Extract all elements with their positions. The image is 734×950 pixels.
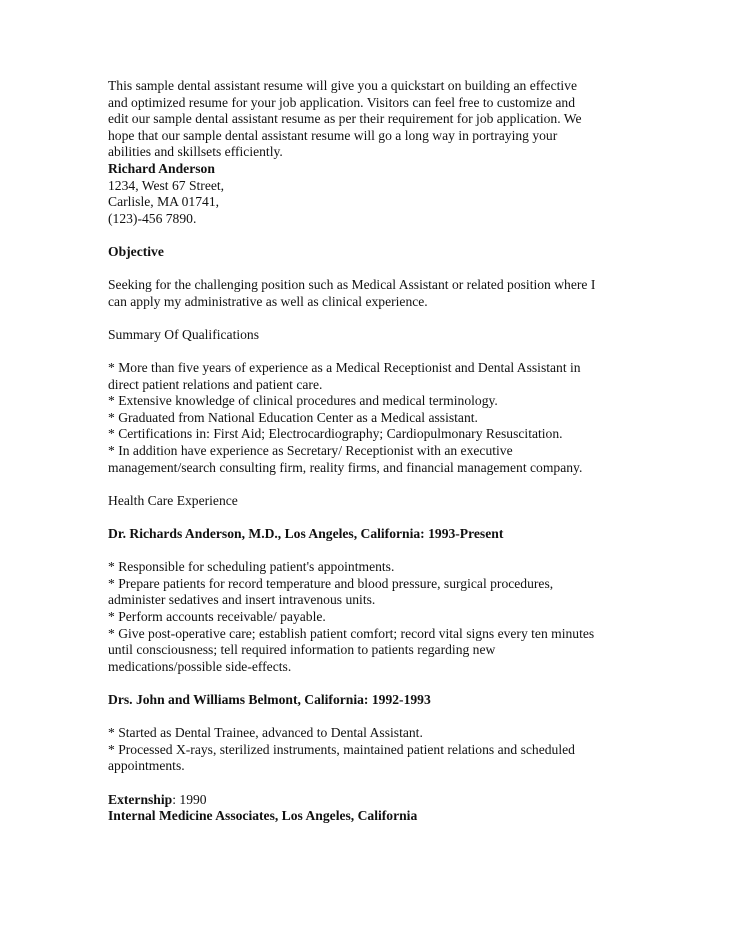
intro-line: This sample dental assistant resume will give you a quickstart on building an effective: [108, 78, 577, 93]
qualification-line: * Graduated from National Education Center as a Medical assistant.: [108, 409, 478, 425]
qualification-line: * More than five years of experience as a Medical Receptionist and Dental Assistant in: [108, 360, 581, 376]
externship-label: Externship: [108, 791, 173, 807]
address-line-1: 1234, West 67 Street,: [108, 177, 225, 193]
candidate-name: Richard Anderson: [108, 160, 215, 176]
qualifications-heading: Summary Of Qualifications: [108, 326, 260, 342]
qualifications-list: [108, 360, 638, 476]
objective-heading: Objective: [108, 243, 164, 259]
duty-line: * Give post-operative care; establish patient comfort; record vital signs every ten minutes: [108, 625, 595, 641]
objective-line: Seeking for the challenging position such as Medical Assistant or related position where I: [108, 277, 596, 293]
duty-line: medications/possible side-effects.: [108, 658, 292, 674]
qualification-line: * Extensive knowledge of clinical procedures and medical terminology.: [108, 393, 498, 409]
job-1-duties: [108, 559, 638, 675]
duty-line: * Responsible for scheduling patient's appointments.: [108, 559, 395, 575]
intro-line: edit our sample dental assistant resume as per their requirement for job application. We: [108, 111, 582, 127]
job-2-duties: [108, 725, 638, 775]
job-title-2: Drs. John and Williams Belmont, California: 1992-1993: [108, 691, 431, 707]
externship-year: : 1990: [172, 791, 207, 807]
qualification-line: direct patient relations and patient care.: [108, 376, 323, 392]
contact-block: [108, 161, 638, 227]
intro-line: abilities and skillsets efficiently.: [108, 144, 283, 160]
phone-number: (123)-456 7890.: [108, 210, 197, 226]
intro-line: hope that our sample dental assistant resume will go a long way in portraying your: [108, 127, 558, 143]
duty-line: appointments.: [108, 758, 185, 774]
duty-line: until consciousness; tell required information to patients regarding new: [108, 642, 496, 658]
intro-paragraph: [108, 78, 638, 161]
intro-line: and optimized resume for your job application. Visitors can feel free to customize and: [108, 94, 576, 110]
address-line-2: Carlisle, MA 01741,: [108, 194, 220, 210]
externship-line: [108, 792, 638, 809]
objective-line: can apply my administrative as well as clinical experience.: [108, 293, 428, 309]
objective-text: [108, 277, 638, 310]
externship-org: Internal Medicine Associates, Los Angeles, California: [108, 808, 418, 824]
duty-line: * Processed X-rays, sterilized instruments, maintained patient relations and scheduled: [108, 741, 575, 757]
job-title-1: Dr. Richards Anderson, M.D., Los Angeles, California: 1993-Present: [108, 526, 504, 542]
duty-line: * Perform accounts receivable/ payable.: [108, 609, 326, 624]
qualification-line: * In addition have experience as Secretary/ Receptionist with an executive: [108, 443, 513, 459]
experience-heading: Health Care Experience: [108, 492, 238, 508]
qualification-line: management/search consulting firm, reality firms, and financial management company.: [108, 459, 583, 475]
duty-line: administer sedatives and insert intravenous units.: [108, 592, 376, 608]
resume-content: [108, 78, 638, 825]
duty-line: * Started as Dental Trainee, advanced to Dental Assistant.: [108, 725, 423, 741]
qualification-line: * Certifications in: First Aid; Electrocardiography; Cardiopulmonary Resuscitation.: [108, 426, 563, 442]
duty-line: * Prepare patients for record temperature and blood pressure, surgical procedures,: [108, 575, 554, 591]
